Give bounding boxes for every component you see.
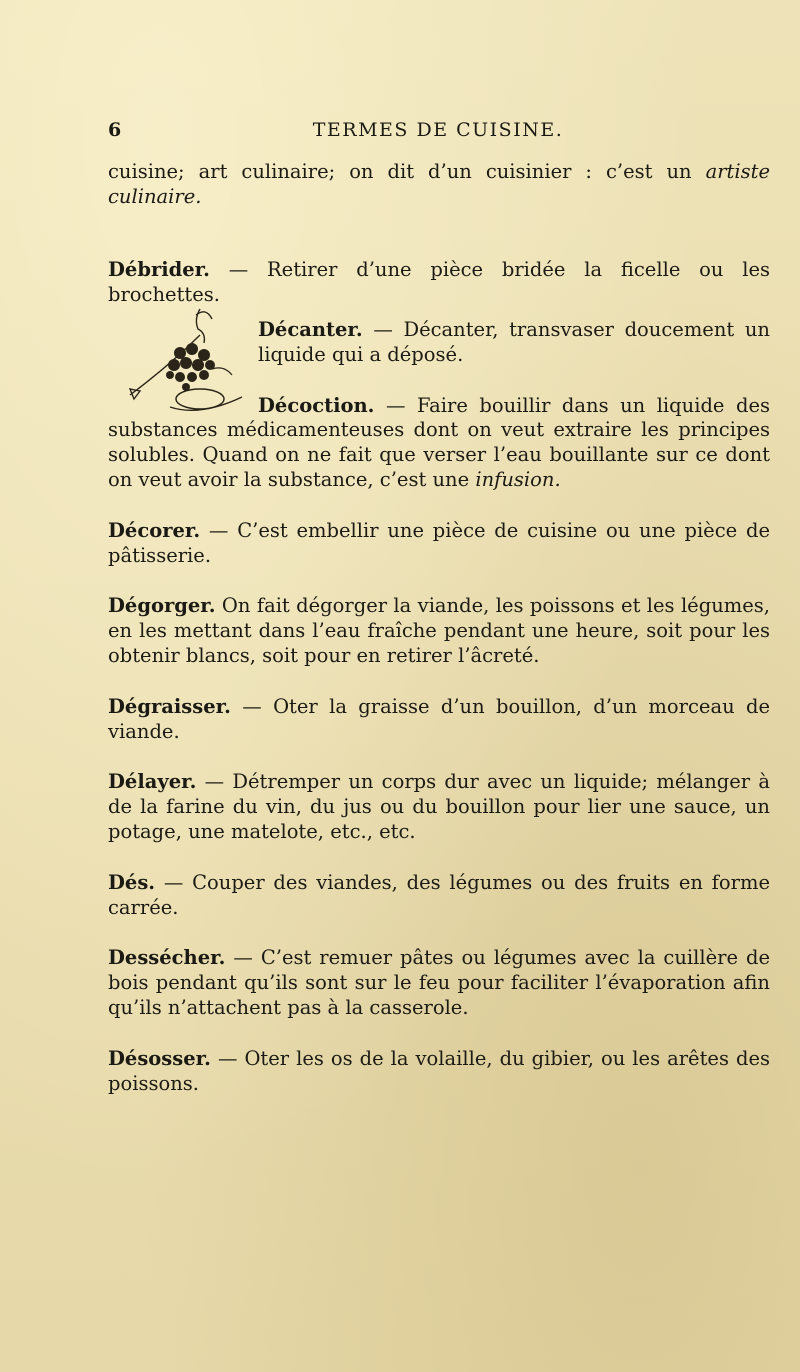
page-number: 6	[108, 119, 122, 141]
entry-definition: — C’est remuer pâtes ou légumes avec la cuillère de bois pendant qu’ils sont sur le feu pour faciliter l’évaporation afin qu’ils n’attachent pas à la casserole.	[108, 946, 770, 1019]
figure-space	[108, 318, 258, 418]
intro-line: cuisine; art culinaire; on dit d’un cuisinier : c’est un	[108, 160, 692, 183]
intro-paragraph	[108, 160, 770, 210]
entry-term: Décanter.	[258, 318, 363, 341]
entry-italic: infusion.	[475, 467, 561, 491]
entry-definition: — Oter les os de la volaille, du gibier, ou les arêtes des poissons.	[108, 1046, 770, 1095]
entry-term: Délayer.	[108, 770, 197, 794]
page-header	[108, 119, 768, 143]
entry-definition: — C’est embellir une pièce de cuisine ou une pièce de pâtisserie.	[108, 518, 770, 567]
entry-term: Décoction.	[258, 393, 375, 417]
entry-definition: — Décanter, transvaser doucement un liquide qui a déposé.	[258, 318, 770, 366]
entry-term: Désosser.	[108, 1046, 211, 1070]
entry-definition: — Couper des viandes, des légumes ou des fruits en forme carrée.	[108, 870, 770, 919]
entry-debrider	[108, 258, 770, 308]
entry-definition: — Retirer d’une pièce bridée la ficelle ou les brochettes.	[108, 258, 770, 306]
entry-definition: — Faire bouillir dans un liquide des substances médicamenteuses dont on veut extraire les principes solubles. Quand on ne fait que verser l’eau bouillante sur ce dont on veut avoir la substance, c’est une	[108, 393, 770, 491]
entry-term: Dégorger.	[108, 594, 216, 618]
entry-term: Débrider.	[108, 258, 210, 281]
entry-term: Dés.	[108, 870, 156, 894]
entry-term: Dessécher.	[108, 946, 226, 970]
running-title: TERMES DE CUISINE.	[312, 119, 564, 141]
entry-term: Dégraisser.	[108, 694, 231, 718]
entry-definition: On fait dégorger la viande, les poissons et les légumes, en les mettant dans l’eau fraîche pendant une heure, soit pour les obtenir blancs, soit pour en retirer l’âcreté.	[108, 594, 770, 667]
entries-list	[108, 318, 770, 1096]
intro-italic: artiste culinaire.	[108, 160, 771, 208]
entry-definition: — Détremper un corps dur avec un liquide; mélanger à de la farine du vin, du jus ou du bouillon pour lier une sauce, un potage, une matelote, etc., etc.	[108, 770, 770, 843]
entry-definition: — Oter la graisse d’un bouillon, d’un morceau de viande.	[108, 694, 770, 743]
entry-term: Décorer.	[108, 518, 201, 542]
